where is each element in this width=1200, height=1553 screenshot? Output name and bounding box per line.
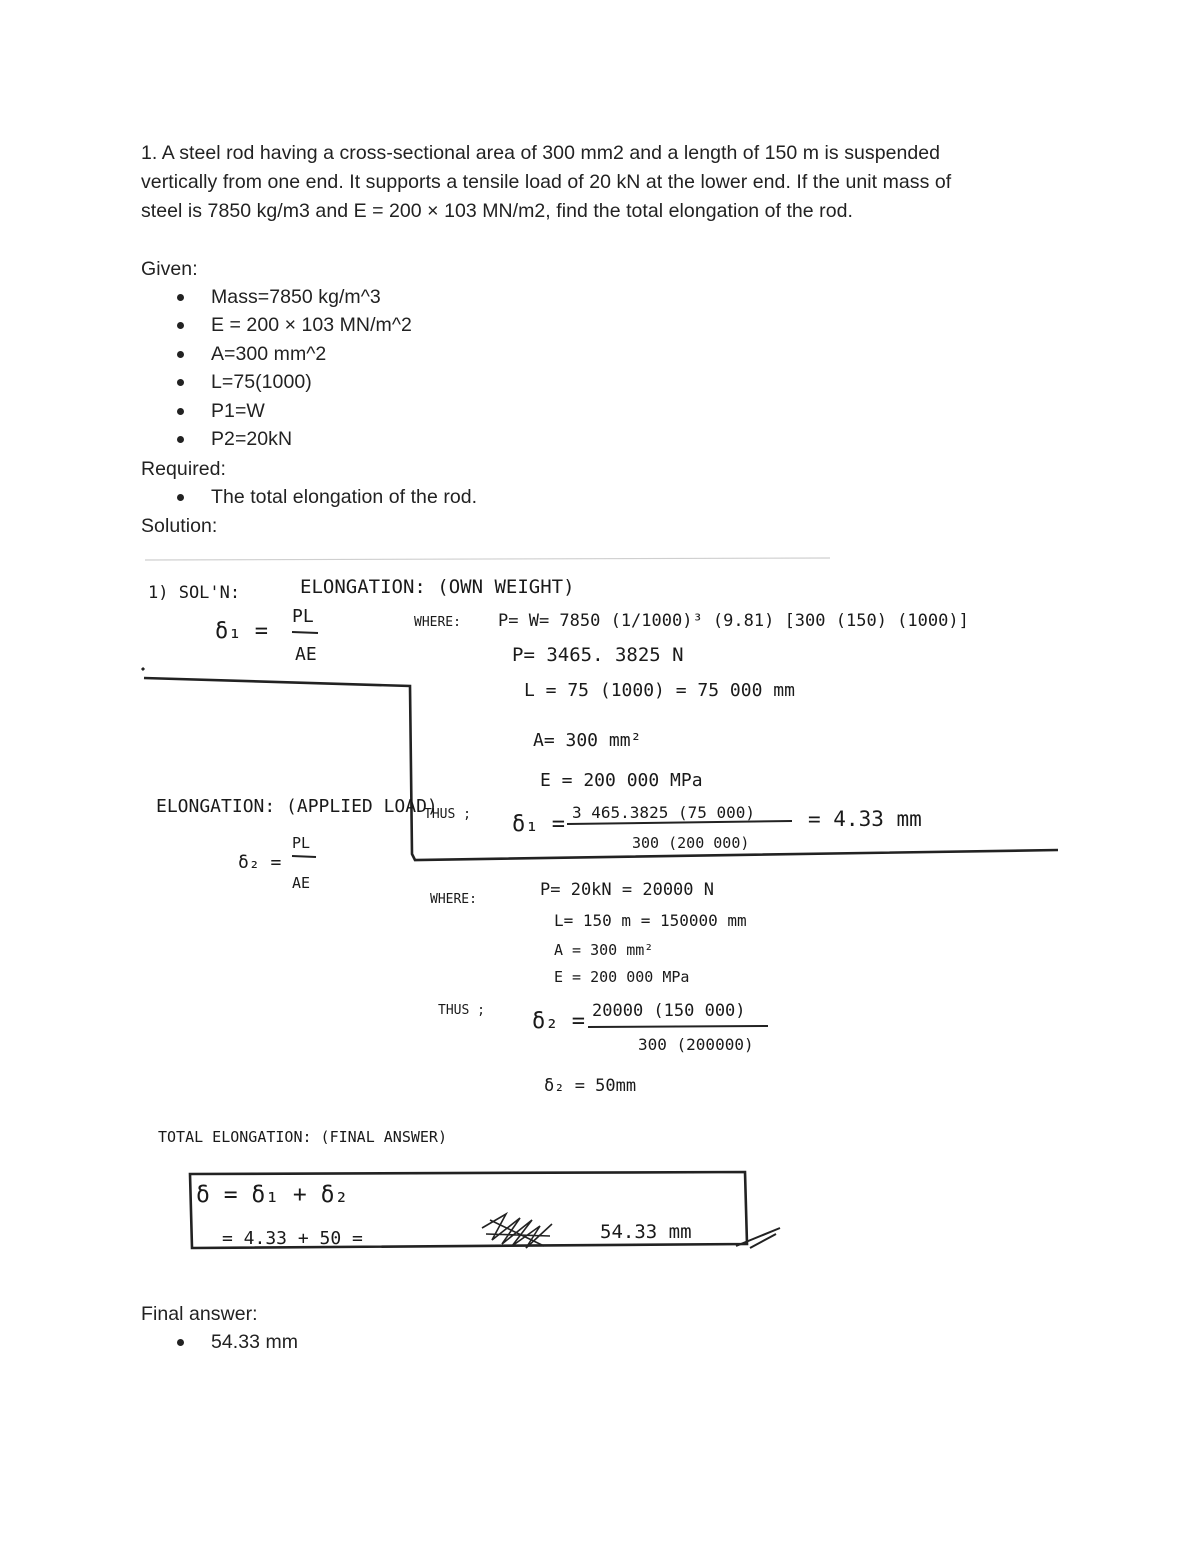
- problem-line: vertically from one end. It supports a tensile load of 20 kN at the lower end. If the unit mass of: [141, 171, 952, 193]
- formula2-numerator: PL: [292, 834, 311, 852]
- delta1-lhs-calc: δ₁ =: [512, 812, 565, 837]
- calc1-result: = 4.33 mm: [808, 807, 922, 831]
- delta2-lhs-calc: δ₂ =: [532, 1009, 585, 1034]
- formula-denominator: AE: [295, 644, 317, 665]
- bullet-icon: [177, 436, 184, 443]
- list-item: P1=W: [0, 397, 412, 425]
- handwritten-solution-image: [140, 556, 1058, 1281]
- bullet-icon: [177, 494, 184, 501]
- total-sum: = 4.33 + 50 =: [222, 1228, 363, 1249]
- length1-line: L = 75 (1000) = 75 000 mm: [524, 680, 795, 701]
- bullet-icon: [177, 379, 184, 386]
- given-list: [0, 283, 412, 453]
- formula-numerator: PL: [292, 606, 314, 627]
- given-label: Given:: [141, 258, 198, 280]
- list-item: 54.33 mm: [0, 1328, 298, 1356]
- where-label: WHERE:: [430, 892, 477, 907]
- sol-heading: 1) SOL'N:: [148, 583, 241, 603]
- applied-load-title: ELONGATION: (APPLIED LOAD): [156, 796, 438, 817]
- area2-line: A = 300 mm²: [554, 941, 654, 959]
- bullet-icon: [177, 294, 184, 301]
- bullet-icon: [177, 408, 184, 415]
- calc2-numerator: 20000 (150 000): [592, 1001, 746, 1021]
- p-weight-line: P= W= 7850 (1/1000)³ (9.81) [300 (150) (1000)]: [498, 611, 969, 631]
- final-answer-label: Final answer:: [141, 1303, 258, 1325]
- thus-label: THUS ;: [424, 807, 471, 822]
- formula2-denominator: AE: [292, 874, 311, 892]
- thus-label: THUS ;: [438, 1003, 485, 1018]
- bullet-icon: [177, 322, 184, 329]
- required-label: Required:: [141, 458, 227, 480]
- delta1-lhs: δ₁ =: [215, 619, 268, 644]
- load-line: P= 20kN = 20000 N: [540, 880, 714, 900]
- list-item: A=300 mm^2: [0, 340, 412, 368]
- total-result: 54.33 mm: [600, 1221, 692, 1243]
- calc1-numerator: 3 465.3825 (75 000): [572, 803, 756, 822]
- list-item: Mass=7850 kg/m^3: [0, 283, 412, 311]
- problem-line: steel is 7850 kg/m3 and E = 200 × 103 MN/m2, find the total elongation of the rod.: [141, 200, 853, 222]
- list-item: P2=20kN: [0, 425, 412, 453]
- modulus1-line: E = 200 000 MPa: [540, 770, 703, 791]
- length2-line: L= 150 m = 150000 mm: [554, 911, 747, 930]
- delta2-lhs: δ₂ =: [238, 852, 282, 873]
- p-weight-result: P= 3465. 3825 N: [512, 644, 684, 666]
- solution-label: Solution:: [141, 515, 218, 537]
- modulus2-line: E = 200 000 MPa: [554, 968, 690, 986]
- own-weight-title: ELONGATION: (OWN WEIGHT): [300, 576, 575, 598]
- problem-statement: [141, 139, 1061, 226]
- calc2-result: δ₂ = 50mm: [544, 1076, 637, 1096]
- total-elongation-title: TOTAL ELONGATION: (FINAL ANSWER): [158, 1128, 447, 1146]
- bullet-icon: [177, 1339, 184, 1346]
- problem-line: 1. A steel rod having a cross-sectional area of 300 mm2 and a length of 150 m is suspended: [141, 142, 941, 164]
- where-label: WHERE:: [414, 615, 461, 630]
- calc1-denominator: 300 (200 000): [632, 834, 750, 852]
- bullet-icon: [177, 351, 184, 358]
- final-answer-list: [0, 1328, 298, 1356]
- required-list: [0, 483, 477, 511]
- list-item: E = 200 × 103 MN/m^2: [0, 311, 412, 339]
- list-item: L=75(1000): [0, 368, 412, 396]
- area1-line: A= 300 mm²: [533, 730, 642, 751]
- list-item: The total elongation of the rod.: [0, 483, 477, 511]
- total-equation: δ = δ₁ + δ₂: [196, 1182, 349, 1208]
- calc2-denominator: 300 (200000): [638, 1035, 754, 1054]
